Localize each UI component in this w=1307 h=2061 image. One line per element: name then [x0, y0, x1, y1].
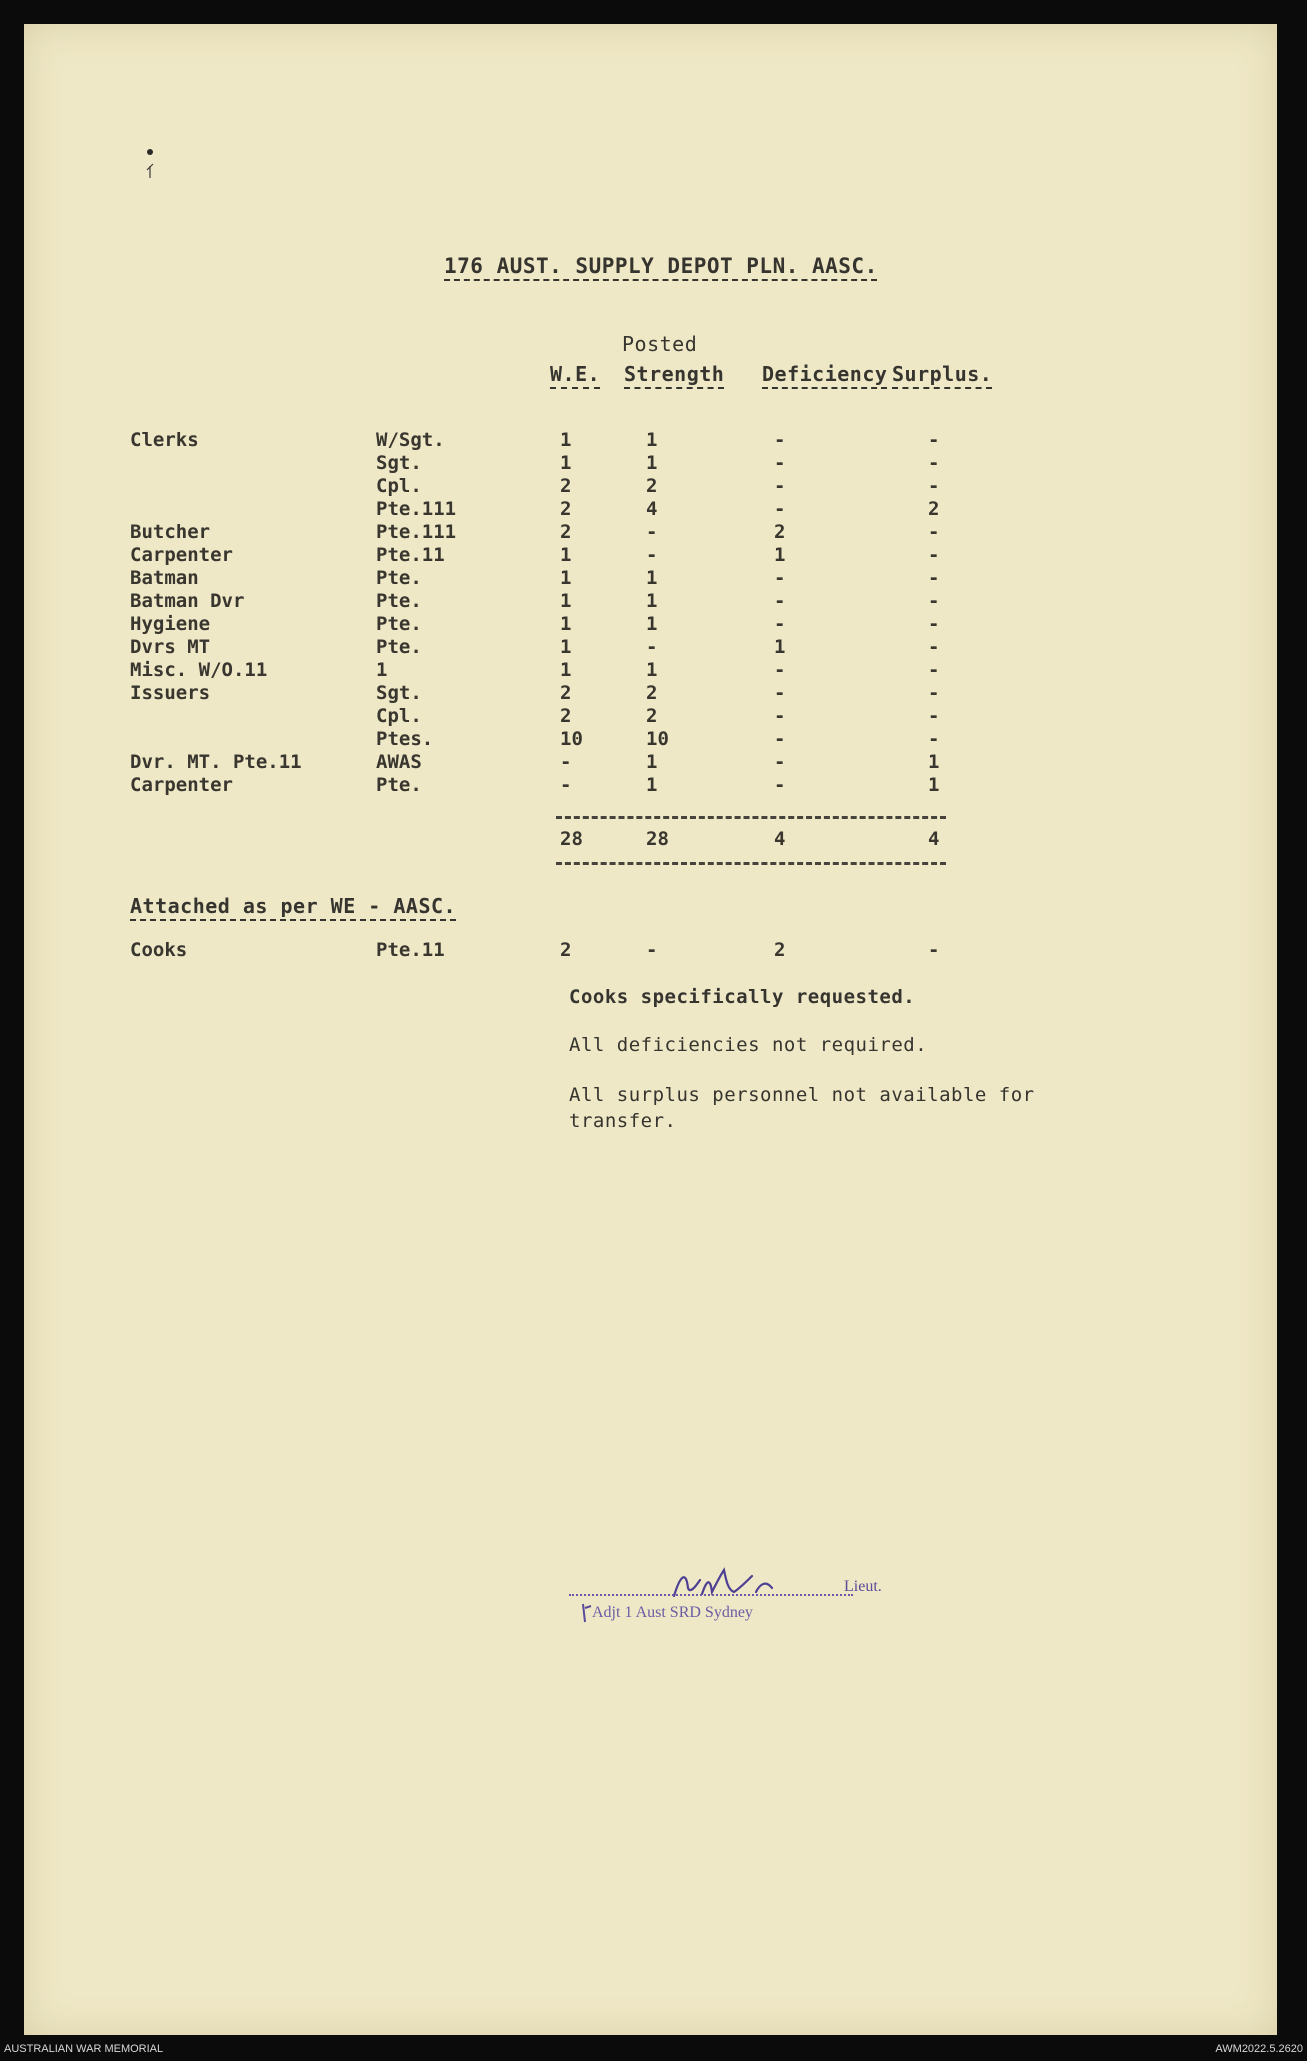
table-row	[24, 751, 1277, 774]
deficiency-cell: -	[774, 590, 786, 612]
trade-cell: Clerks	[130, 429, 199, 451]
we-cell: 2	[560, 475, 572, 497]
total-we: 28	[560, 828, 583, 850]
we-cell: 1	[560, 636, 572, 658]
trade-cell: Issuers	[130, 682, 211, 704]
trade-cell: Butcher	[130, 521, 211, 543]
archive-name: AUSTRALIAN WAR MEMORIAL	[4, 2043, 164, 2055]
document-page	[24, 24, 1277, 2035]
attached-heading: Attached as per WE - AASC.	[130, 894, 457, 918]
rank-cell: W/Sgt.	[376, 429, 445, 451]
trade-cell: Batman Dvr	[130, 590, 245, 612]
we-cell: 2	[560, 682, 572, 704]
surplus-cell: -	[928, 452, 940, 474]
we-cell: 2	[560, 705, 572, 727]
table-row	[24, 544, 1277, 567]
deficiency-cell: 1	[774, 636, 786, 658]
deficiency-cell: -	[774, 498, 786, 520]
table-row	[24, 636, 1277, 659]
surplus-cell: -	[928, 705, 940, 727]
deficiency-cell: -	[774, 774, 786, 796]
surplus-cell: -	[928, 728, 940, 750]
strength-cell: 1	[646, 567, 658, 589]
table-row	[24, 590, 1277, 613]
strength-cell: -	[646, 939, 658, 961]
rank-cell: Ptes.	[376, 728, 434, 750]
we-cell: 2	[560, 521, 572, 543]
totals-divider	[556, 816, 946, 819]
surplus-cell: -	[928, 613, 940, 635]
handwritten-signature	[584, 1566, 804, 1602]
trade-cell: Misc. W/O.11	[130, 659, 268, 681]
note-surplus: All surplus personnel not available for transfer.	[569, 1084, 1035, 1132]
we-cell: 2	[560, 498, 572, 520]
totals-row	[24, 828, 1277, 851]
strength-cell: -	[646, 636, 658, 658]
surplus-cell: 1	[928, 751, 940, 773]
trade-cell: Dvrs MT	[130, 636, 211, 658]
surplus-cell: -	[928, 636, 940, 658]
strength-cell: 2	[646, 682, 658, 704]
header-deficiency: Deficiency	[762, 362, 888, 386]
totals-underline	[556, 862, 946, 865]
deficiency-cell: -	[774, 475, 786, 497]
strength-cell: 1	[646, 590, 658, 612]
surplus-cell: -	[928, 939, 940, 961]
we-cell: 1	[560, 613, 572, 635]
rank-cell: Pte.11	[376, 939, 445, 961]
rank-cell: Pte.111	[376, 498, 457, 520]
table-row	[24, 659, 1277, 682]
total-strength: 28	[646, 828, 669, 850]
deficiency-cell: -	[774, 682, 786, 704]
table-row	[24, 682, 1277, 705]
trade-cell: Dvr. MT. Pte.11	[130, 751, 302, 773]
strength-cell: 4	[646, 498, 658, 520]
header-we: W.E.	[550, 362, 601, 386]
rank-cell: Pte.	[376, 774, 422, 796]
surplus-cell: -	[928, 682, 940, 704]
we-cell: 1	[560, 429, 572, 451]
strength-cell: -	[646, 544, 658, 566]
deficiency-cell: -	[774, 429, 786, 451]
table-row	[24, 498, 1277, 521]
document-title: 176 AUST. SUPPLY DEPOT PLN. AASC.	[444, 254, 878, 278]
attached-row	[24, 939, 1277, 962]
table-row	[24, 705, 1277, 728]
header-posted: Posted	[622, 332, 698, 356]
table-row	[24, 613, 1277, 636]
rank-cell: Pte.	[376, 613, 422, 635]
strength-cell: 10	[646, 728, 669, 750]
strength-cell: 1	[646, 429, 658, 451]
archive-footer	[0, 2037, 1307, 2061]
trade-cell: Batman	[130, 567, 199, 589]
note-deficiencies: All deficiencies not required.	[569, 1034, 928, 1056]
rank-cell: Pte.	[376, 636, 422, 658]
rank-cell: Sgt.	[376, 452, 422, 474]
rank-cell: Cpl.	[376, 705, 422, 727]
rank-cell: AWAS	[376, 751, 422, 773]
surplus-cell: -	[928, 521, 940, 543]
we-cell: 1	[560, 452, 572, 474]
we-cell: 1	[560, 544, 572, 566]
strength-cell: 1	[646, 751, 658, 773]
rank-cell: Pte.111	[376, 521, 457, 543]
deficiency-cell: -	[774, 452, 786, 474]
header-strength: Strength	[624, 362, 725, 386]
total-deficiency: 4	[774, 828, 786, 850]
trade-cell: Carpenter	[130, 774, 233, 796]
deficiency-cell: 2	[774, 939, 786, 961]
we-cell: -	[560, 751, 572, 773]
surplus-cell: 1	[928, 774, 940, 796]
table-row	[24, 728, 1277, 751]
header-surplus: Surplus.	[892, 362, 993, 386]
surplus-cell: -	[928, 475, 940, 497]
surplus-cell: -	[928, 567, 940, 589]
we-cell: 1	[560, 567, 572, 589]
strength-cell: -	[646, 521, 658, 543]
deficiency-cell: -	[774, 728, 786, 750]
signature-stamp: Adjt 1 Aust SRD Sydney	[592, 1604, 753, 1621]
strength-cell: 1	[646, 659, 658, 681]
table-row	[24, 521, 1277, 544]
table-row	[24, 429, 1277, 452]
rank-cell: Cpl.	[376, 475, 422, 497]
surplus-cell: -	[928, 429, 940, 451]
rank-cell: Pte.	[376, 590, 422, 612]
we-cell: 1	[560, 659, 572, 681]
rank-cell: Pte.	[376, 567, 422, 589]
we-cell: 1	[560, 590, 572, 612]
surplus-cell: -	[928, 544, 940, 566]
pin-hole-mark	[144, 146, 160, 186]
we-cell: 2	[560, 939, 572, 961]
table-row	[24, 774, 1277, 797]
total-surplus: 4	[928, 828, 940, 850]
deficiency-cell: 2	[774, 521, 786, 543]
deficiency-cell: -	[774, 705, 786, 727]
strength-cell: 2	[646, 475, 658, 497]
archive-reference: AWM2022.5.2620	[1215, 2043, 1303, 2055]
deficiency-cell: -	[774, 567, 786, 589]
trade-cell: Hygiene	[130, 613, 211, 635]
strength-cell: 1	[646, 774, 658, 796]
note-cooks: Cooks specifically requested.	[569, 986, 916, 1008]
surplus-cell: -	[928, 659, 940, 681]
we-cell: -	[560, 774, 572, 796]
strength-cell: 2	[646, 705, 658, 727]
surplus-cell: 2	[928, 498, 940, 520]
trade-cell: Cooks	[130, 939, 188, 961]
signature-line	[569, 1594, 853, 1596]
surplus-cell: -	[928, 590, 940, 612]
deficiency-cell: 1	[774, 544, 786, 566]
rank-cell: Pte.11	[376, 544, 445, 566]
deficiency-cell: -	[774, 613, 786, 635]
we-cell: 10	[560, 728, 583, 750]
table-row	[24, 452, 1277, 475]
strength-cell: 1	[646, 613, 658, 635]
strength-cell: 1	[646, 452, 658, 474]
deficiency-cell: -	[774, 659, 786, 681]
table-row	[24, 475, 1277, 498]
deficiency-cell: -	[774, 751, 786, 773]
rank-cell: Sgt.	[376, 682, 422, 704]
table-row	[24, 567, 1277, 590]
trade-cell: Carpenter	[130, 544, 233, 566]
rank-cell: 1	[376, 659, 388, 681]
signature-rank: Lieut.	[844, 1578, 882, 1595]
